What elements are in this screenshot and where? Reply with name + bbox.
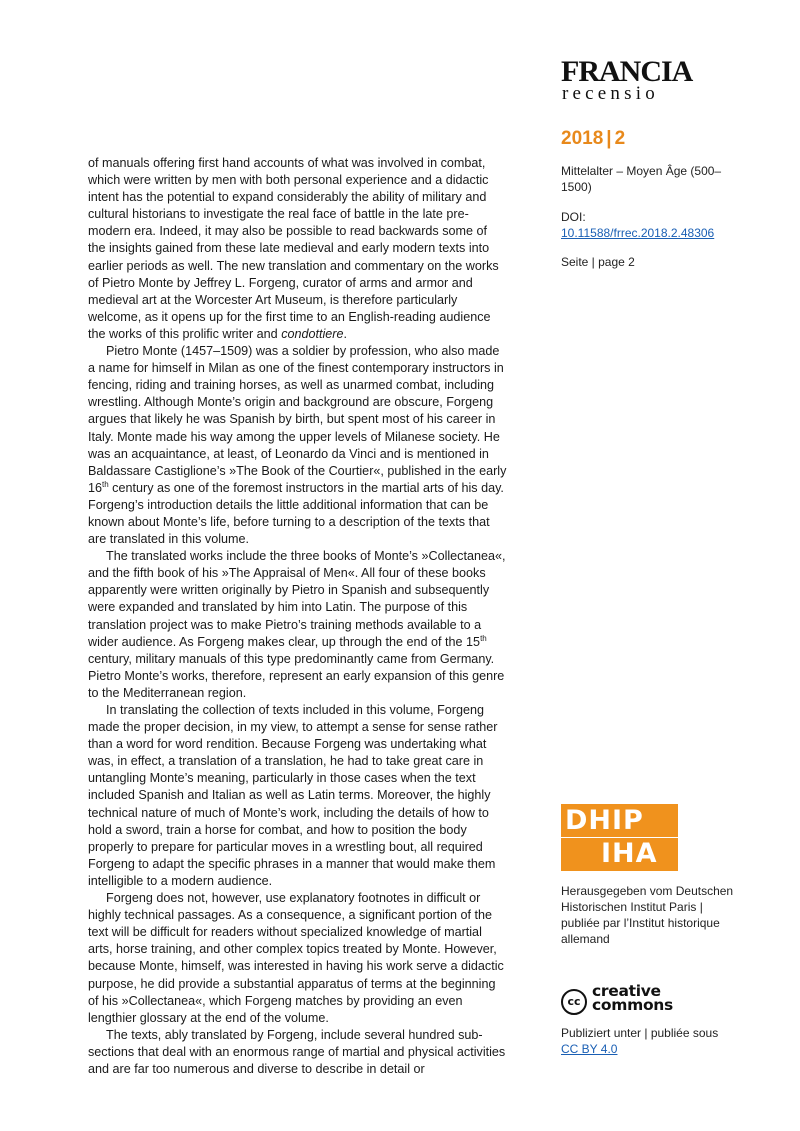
- license-block: [561, 1025, 741, 1057]
- francia-recensio-logo: [561, 55, 721, 104]
- page-label: Seite | page 2: [561, 255, 635, 269]
- paragraph-text: of manuals offering first hand accounts of what was involved in combat, which were written by men with both personal experience and a didactic intent has the potential to expand considerably the ability of military and cultural historians to investigate the real face of battle in the late pre-modern era. Indeed, it may also be possible to read backwards some of the insights gained from these late medieval and early modern texts into earlier periods as well. The new translation and commentary on the works of Pietro Monte by Jeffrey L. Forgeng, curator of arms and armor and medieval art at the Worcester Art Museum, is therefore particularly welcome, as it opens up for the first time to an English-reading audience the works of this prolific writer and: [88, 156, 499, 341]
- logo-subtitle: recensio: [562, 83, 659, 104]
- paragraph: In translating the collection of texts included in this volume, Forgeng made the proper decision, in my view, to attempt a sense for sense rather than a word for word rendition. Because Forgeng was undertaking what was, in effect, a translation of a translation, he had to take great care in untangling Monte’s meaning, particularly in those cases when the text included Spanish and Italian as well as Latin terms. Moreover, the highly technical nature of much of Monte’s work, including the details of how to hold a sword, train a horse for combat, and how to position the body properly to prepare for particular moves in a wrestling bout, all required Forgeng to adapt the specific phrases in a manner that would make them intelligible to a modern audience.: [88, 703, 498, 888]
- cc-icon: cc: [561, 989, 587, 1015]
- dhip-text: DHIP: [565, 805, 644, 836]
- superscript: th: [480, 633, 487, 643]
- doi-link[interactable]: 10.11588/frrec.2018.2.48306: [561, 226, 715, 240]
- paragraph-text: century, military manuals of this type predominantly came from Germany. Pietro Monte’s works, therefore, represent an early expansion of this genre to the Mediterranean region.: [88, 651, 505, 700]
- doi-label: DOI:: [561, 210, 586, 224]
- doi-block: [561, 209, 731, 241]
- superscript: th: [102, 479, 109, 489]
- dhip-logo: [561, 804, 678, 871]
- creative-commons-logo: [561, 984, 701, 1016]
- iha-text: IHA: [601, 838, 658, 869]
- paragraph: [88, 155, 508, 343]
- cc-line2: commons: [592, 996, 673, 1014]
- article-body: [88, 155, 508, 1078]
- cc-line1: creative: [592, 982, 661, 1000]
- paragraph: The texts, ably translated by Forgeng, include several hundred sub-sections that deal with an enormous range of martial and physical activities and are far too numerous and diverse to describe in detail or: [88, 1027, 506, 1076]
- issue-separator: |: [606, 128, 612, 149]
- publisher-text: Herausgegeben vom Deutschen Historischen Institut Paris | publiée par l’Institut historique allemand: [561, 884, 734, 946]
- paragraph: [88, 548, 508, 702]
- license-label: Publiziert unter | publiée sous: [561, 1026, 719, 1040]
- issue-year: 2018: [561, 128, 604, 149]
- paragraph: Forgeng does not, however, use explanatory footnotes in difficult or highly technical passages. As a consequence, a significant portion of the text will be difficult for readers without specialized knowledge of martial arts, horse training, and other complex topics treated by Monte. However, because Monte, himself, was interested in having his work serve a didactic purpose, he did provide a substantial apparatus of terms at the beginning of his »Collectanea«, which Forgeng matches by providing an even lengthier glossary at the end of the volume.: [88, 891, 504, 1025]
- issue-number: [561, 128, 625, 150]
- paragraph-text: The translated works include the three books of Monte’s »Collectanea«, and the fifth book of his »The Appraisal of Men«. All four of these books apparently were written originally by Pietro in Spanish and subsequently were expanded and translated by him into Latin. The purpose of this translation project was to make Pietro’s training methods available to a wider audience. As Forgeng makes clear, up through the end of the 15: [88, 549, 506, 649]
- cc-wordmark: [592, 984, 673, 1012]
- logo-title: FRANCIA: [561, 55, 693, 88]
- paragraph-emphasis: condottiere: [281, 326, 344, 341]
- paragraph-text: Pietro Monte (1457–1509) was a soldier by profession, who also made a name for himself in Milan as one of the finest contemporary instructors in fencing, riding and training horses, as well as unarmed combat, including wrestling. Although Monte’s origin and background are obscure, Forgeng argues that likely he was Spanish by birth, but spent most of his career in Italy. Monte made his way among the upper levels of Milanese society. He was an acquaintance, at least, of Leonardo da Vinci and is mentioned in Baldassare Castiglione’s »The Book of the Courtier«, published in the early 16: [88, 344, 507, 495]
- paragraph-text: century as one of the foremost instructors in the martial arts of his day. Forgeng’s introduction details the little additional information that can be known about Monte’s life, before turning to a description of the texts that are translated in this volume.: [88, 480, 504, 547]
- license-link[interactable]: CC BY 4.0: [561, 1042, 618, 1056]
- issue-no: 2: [614, 128, 626, 149]
- category-label: Mittelalter – Moyen Âge (500–1500): [561, 164, 722, 194]
- paragraph: [88, 343, 508, 548]
- paragraph-end: .: [343, 326, 347, 341]
